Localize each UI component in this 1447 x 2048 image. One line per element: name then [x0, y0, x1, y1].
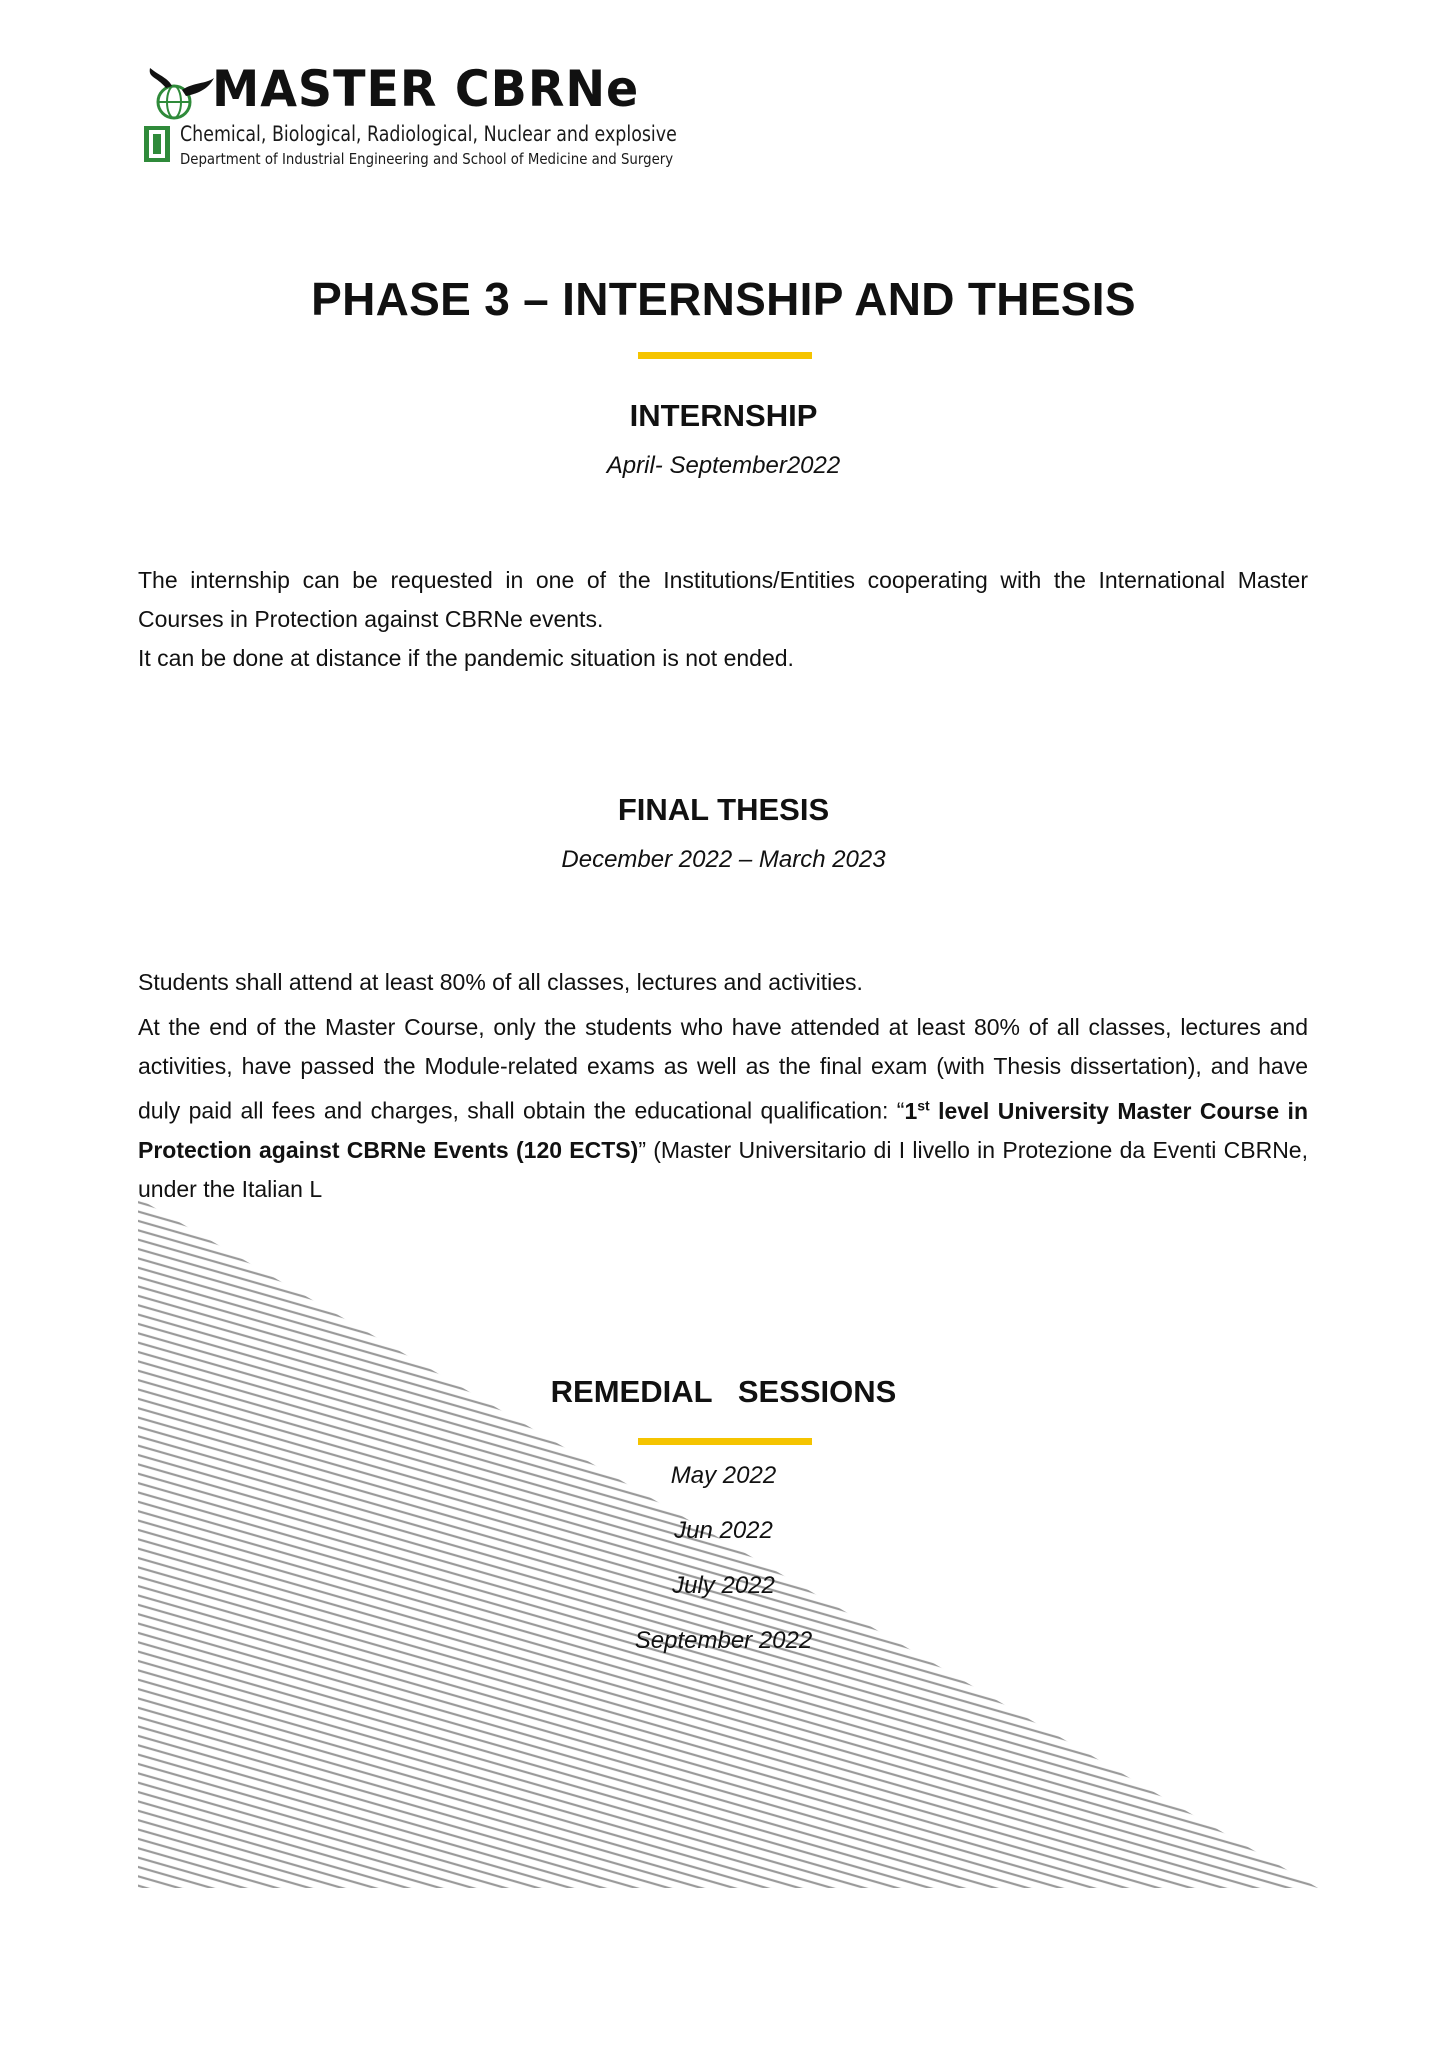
final-thesis-dates: December 2022 – March 2023	[561, 846, 886, 873]
qualification-level-suffix: st	[917, 1097, 930, 1113]
qualification-title-rest: level University Master Course in Protection against CBRNe Events (120 ECTS)	[138, 1097, 1309, 1163]
internship-line-2: It can be done at distance if the pandemic situation is not ended.	[138, 645, 794, 671]
logo-title: MASTER CBRNe	[212, 60, 640, 118]
qualification-text-start: At the end of the Master Course, only the students who have attended at least 80% of all classes, lectures and activities, have passed the Module-related exams as well as the final exam (with Thesis dissertation), and have duly paid all fees and charges, shall obtain the educational qualification: “	[138, 1014, 1308, 1124]
final-thesis-heading: FINAL THESIS	[617, 792, 830, 827]
hatch-pattern	[138, 1198, 1318, 1898]
remedial-session-item: September 2022	[634, 1627, 813, 1654]
globe-icon	[146, 68, 216, 128]
internship-line-1: The internship can be requested in one of the Institutions/Entities cooperating with the International Master Courses in Protection against CBRNe events.	[138, 567, 1308, 632]
remedial-session-item: May 2022	[670, 1462, 777, 1489]
page-title: PHASE 3 – INTERNSHIP AND THESIS	[311, 273, 1136, 325]
final-thesis-text	[138, 963, 1308, 1209]
qualification-paragraph	[138, 1008, 1308, 1209]
logo-subtitle: Chemical, Biological, Radiological, Nuclear and explosive	[180, 122, 677, 146]
remedial-heading: REMEDIAL SESSIONS	[550, 1374, 897, 1409]
title-underline	[638, 352, 812, 359]
qualification-level-number: 1	[904, 1097, 918, 1124]
remedial-session-item: Jun 2022	[674, 1517, 773, 1544]
internship-heading: INTERNSHIP	[629, 398, 818, 433]
remedial-underline	[638, 1438, 812, 1445]
internship-dates: April- September2022	[606, 452, 841, 479]
logo-department: Department of Industrial Engineering and School of Medicine and Surgery	[180, 150, 674, 168]
master-cbrne-logo	[138, 40, 677, 175]
qualification-text-end: ” (Master Universitario di I livello in Protezione da Eventi CBRNe, under the Italian L	[138, 1136, 1308, 1202]
attendance-paragraph: Students shall attend at least 80% of all classes, lectures and activities.	[138, 969, 863, 995]
internship-text	[138, 561, 1308, 678]
university-shield-icon	[142, 124, 172, 164]
remedial-session-item: July 2022	[672, 1572, 775, 1599]
